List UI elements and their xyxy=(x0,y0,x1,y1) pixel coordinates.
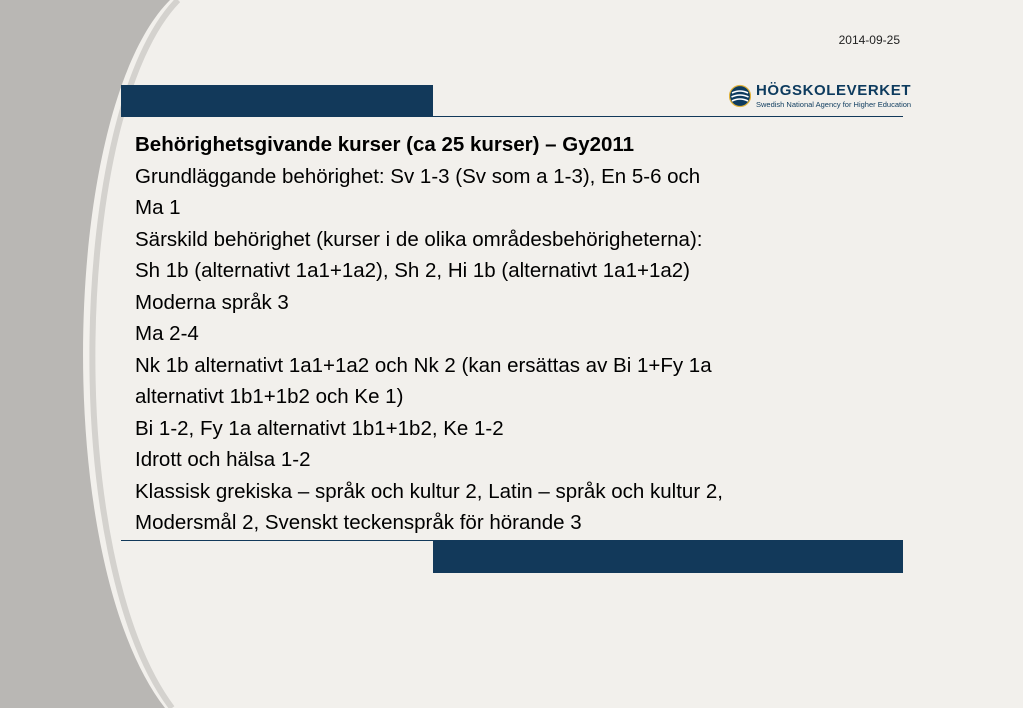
body-line: Nk 1b alternativt 1a1+1a2 och Nk 2 (kan ersättas av Bi 1+Fy 1a xyxy=(135,353,712,377)
footer-bar xyxy=(433,540,903,573)
footer-rule xyxy=(121,540,433,541)
body-line: Bi 1-2, Fy 1a alternativt 1b1+1b2, Ke 1-2 xyxy=(135,416,504,440)
body-line: Klassisk grekiska – språk och kultur 2, Latin – språk och kultur 2, xyxy=(135,479,723,503)
agency-logo xyxy=(729,82,912,114)
slide-heading: Behörighetsgivande kurser (ca 25 kurser) – Gy2011 xyxy=(135,133,635,156)
body-line: Ma 1 xyxy=(135,196,181,219)
body-line: Grundläggande behörighet: Sv 1-3 (Sv som a 1-3), En 5-6 och xyxy=(135,164,701,188)
body-line: Ma 2-4 xyxy=(135,322,199,345)
header-bar xyxy=(121,85,433,117)
agency-emblem-icon xyxy=(729,82,751,110)
body-line: Idrott och hälsa 1-2 xyxy=(135,448,311,471)
slide-date: 2014-09-25 xyxy=(838,33,900,47)
agency-subtitle: Swedish National Agency for Higher Education xyxy=(756,100,912,109)
body-line: Sh 1b (alternativt 1a1+1a2), Sh 2, Hi 1b (alternativt 1a1+1a2) xyxy=(135,259,690,282)
body-line: Särskild behörighet (kurser i de olika områdesbehörigheterna): xyxy=(135,227,703,251)
slide-body xyxy=(135,129,905,539)
agency-name: HÖGSKOLEVERKET xyxy=(756,82,912,99)
body-line: Modersmål 2, Svenskt teckenspråk för hörande 3 xyxy=(135,511,582,534)
body-line: Moderna språk 3 xyxy=(135,290,289,314)
body-line: alternativt 1b1+1b2 och Ke 1) xyxy=(135,385,404,408)
header-rule xyxy=(433,116,903,117)
